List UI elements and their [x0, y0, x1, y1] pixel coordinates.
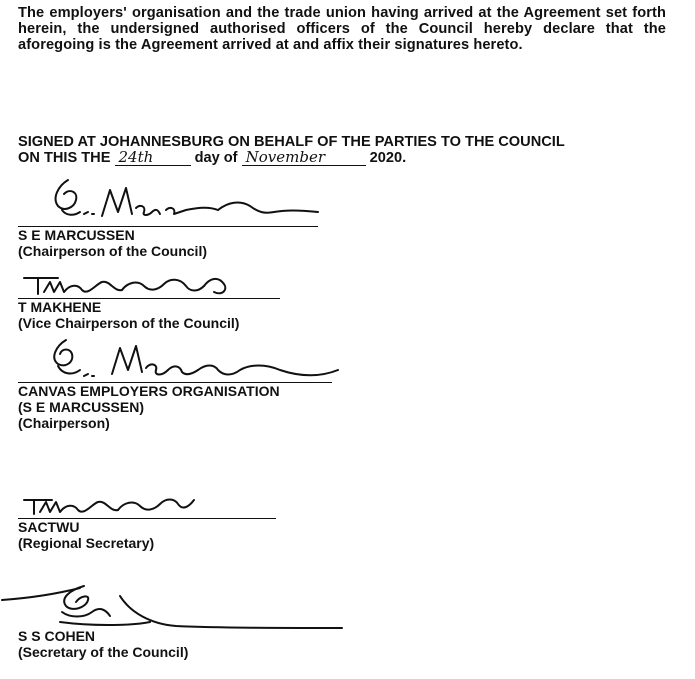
- signatory-sactwu: [18, 490, 338, 551]
- signatory-role: (Chairperson of the Council): [18, 243, 207, 259]
- signature-canvas-image: [18, 334, 358, 382]
- signatory-name: SACTWU: [18, 519, 80, 535]
- day-field: 24th: [115, 150, 191, 166]
- signatory-name: T MAKHENE: [18, 299, 102, 315]
- signatory-secretary: [0, 582, 360, 660]
- day-of-label: day of: [194, 150, 238, 166]
- signatory-role: (Chairperson): [18, 415, 110, 431]
- signatory-vice-chairperson: [18, 270, 338, 331]
- on-this-the-label: ON THIS THE: [18, 150, 111, 166]
- signing-statement: [18, 134, 565, 166]
- signatory-role: (S E MARCUSSEN): [18, 399, 145, 415]
- signatory-role: (Regional Secretary): [18, 535, 155, 551]
- signatory-employers-organisation: [18, 334, 338, 431]
- signatory-role: (Vice Chairperson of the Council): [18, 315, 240, 331]
- signing-line-1: SIGNED AT JOHANNESBURG ON BEHALF OF THE PARTIES TO THE COUNCIL: [18, 134, 565, 150]
- signatory-name: S S COHEN: [18, 628, 96, 644]
- month-field: November: [242, 150, 366, 166]
- agreement-paragraph: The employers' organisation and the trade union having arrived at the Agreement set forth herein, the undersigned authorised officers of the Council hereby declare that the aforegoing is the Agreement arrived at and affix their signatures hereto.: [18, 5, 666, 53]
- signatory-name: S E MARCUSSEN: [18, 227, 135, 243]
- signatory-role: (Secretary of the Council): [18, 644, 189, 660]
- year-label: 2020.: [369, 150, 407, 166]
- signature-makhene-image: [18, 270, 338, 298]
- signature-sactwu-image: [18, 490, 338, 518]
- signing-line-2: [18, 150, 565, 166]
- signatory-chairperson: [18, 172, 338, 259]
- signature-cohen-image: [0, 582, 360, 630]
- signature-marcussen-image: [18, 172, 338, 226]
- signatory-name: CANVAS EMPLOYERS ORGANISATION: [18, 383, 280, 399]
